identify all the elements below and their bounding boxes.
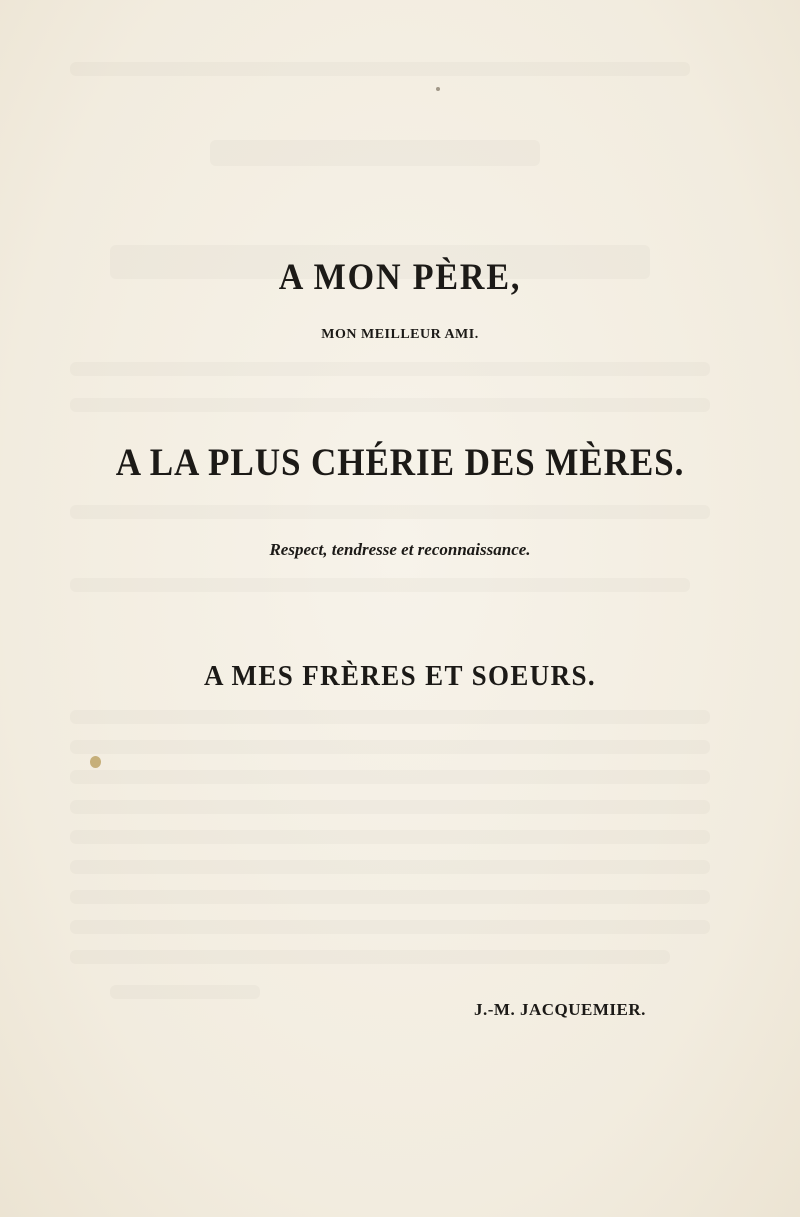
author-signature: J.-M. JACQUEMIER. <box>474 1000 646 1019</box>
dedication-father-subtitle: MON MEILLEUR AMI. <box>321 327 479 342</box>
show-through-band <box>70 710 710 724</box>
show-through-band <box>70 740 710 754</box>
show-through-band <box>70 770 710 784</box>
show-through-band <box>70 830 710 844</box>
show-through-band <box>70 950 670 964</box>
dedication-mother-heading: A LA PLUS CHÉRIE DES MÈRES. <box>115 441 685 484</box>
show-through-band <box>70 578 690 592</box>
show-through-band <box>70 890 710 904</box>
show-through-band <box>70 362 710 376</box>
paper-stain <box>90 756 101 768</box>
show-through-band <box>110 985 260 999</box>
show-through-band <box>70 860 710 874</box>
show-through-band <box>70 505 710 519</box>
dedication-father-heading: A MON PÈRE, <box>278 257 522 298</box>
show-through-band <box>210 140 540 166</box>
show-through-band <box>70 800 710 814</box>
show-through-band <box>70 62 690 76</box>
show-through-band <box>70 920 710 934</box>
ink-speck <box>436 87 440 91</box>
dedication-mother-subtitle: Respect, tendresse et reconnaissance. <box>269 540 531 559</box>
dedication-siblings-heading: A MES FRÈRES ET SOEURS. <box>203 660 597 692</box>
show-through-band <box>70 398 710 412</box>
